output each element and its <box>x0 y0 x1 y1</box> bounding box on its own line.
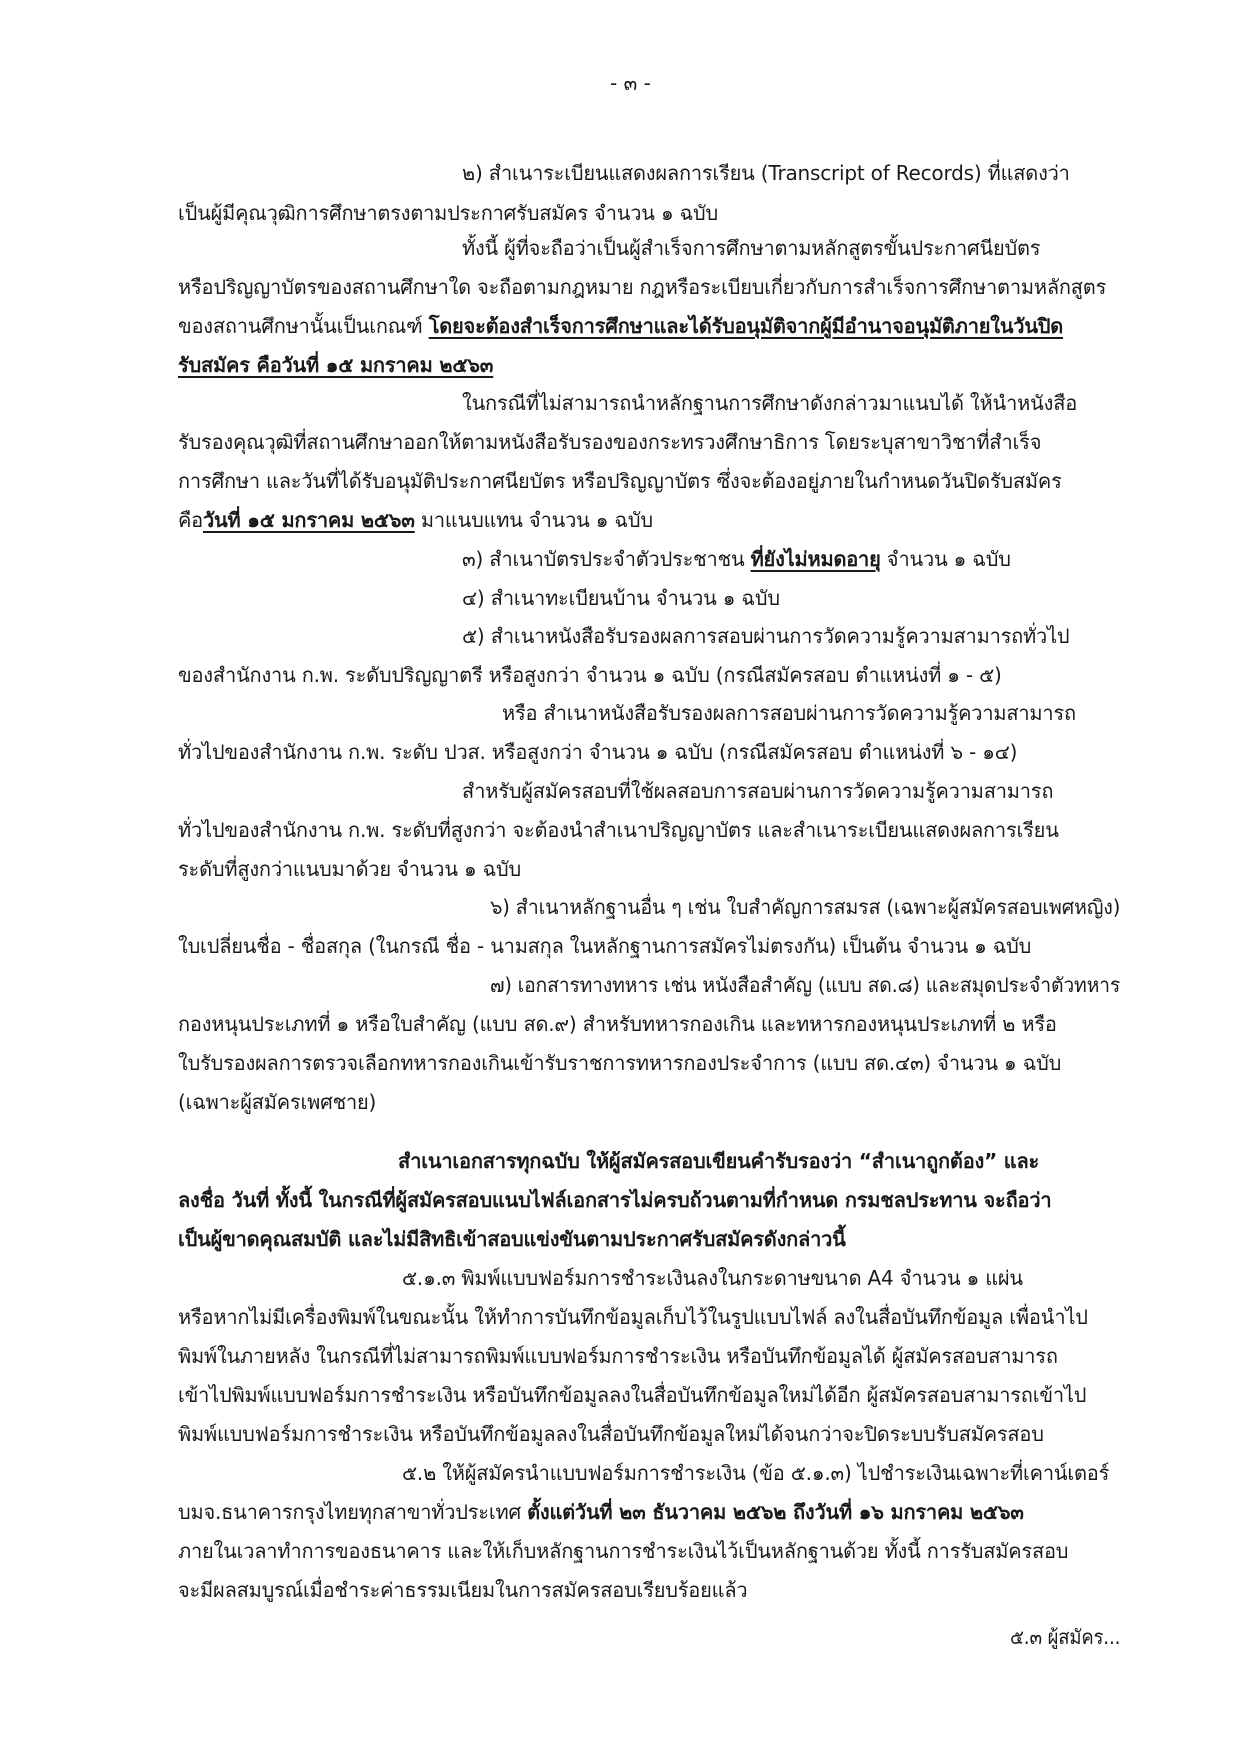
section-5-1-3-line-2: หรือหากไม่มีเครื่องพิมพ์ในขณะนั้น ให้ทำการบันทึกข้อมูลเก็บไว้ในรูปแบบไฟล์ ลงในสื่อบันทึกข้อมูล เพื่อนำไป <box>178 1305 1088 1329</box>
section-5-2-dates: ตั้งแต่วันที่ ๒๓ ธันวาคม ๒๕๖๒ ถึงวันที่ ๑๖ มกราคม ๒๕๖๓ <box>527 1500 1024 1524</box>
higher-level-line-2: ทั่วไปของสำนักงาน ก.พ. ระดับที่สูงกว่า จะต้องนำสำเนาปริญญาบัตร และสำเนาระเบียนแสดงผลการเรียน <box>178 818 1059 842</box>
section-5-1-3-line-1: ๕.๑.๓ พิมพ์แบบฟอร์มการชำระเงินลงในกระดาษขนาด A4 จำนวน ๑ แผ่น <box>402 1266 1023 1290</box>
alt-evidence-date: วันที่ ๑๕ มกราคม ๒๕๖๓ <box>203 508 415 532</box>
item-7-line-1: ๗) เอกสารทางทหาร เช่น หนังสือสำคัญ (แบบ สด.๘) และสมุดประจำตัวทหาร <box>490 973 1121 997</box>
note-line-2: หรือปริญญาบัตรของสถานศึกษาใด จะถือตามกฎหมาย กฎหรือระเบียบเกี่ยวกับการสำเร็จการศึกษาตามหลักสูตร <box>178 275 1107 299</box>
certify-line-1: สำเนาเอกสารทุกฉบับ ให้ผู้สมัครสอบเขียนคำรับรองว่า “สำเนาถูกต้อง” และ <box>398 1149 1040 1173</box>
higher-level-line-3: ระดับที่สูงกว่าแนบมาด้วย จำนวน ๑ ฉบับ <box>178 857 522 881</box>
alt-evidence-line-2: รับรองคุณวุฒิที่สถานศึกษาออกให้ตามหนังสือรับรองของกระทรวงศึกษาธิการ โดยระบุสาขาวิชาที่สำเร็จ <box>178 430 1042 454</box>
note-text: ของสถานศึกษานั้นเป็นเกณฑ์ <box>178 314 429 338</box>
item-7-line-2: กองหนุนประเภทที่ ๑ หรือใบสำคัญ (แบบ สด.๙) สำหรับทหารกองเกิน และทหารกองหนุนประเภทที่ ๒ หรือ <box>178 1012 1057 1036</box>
alt-evidence-prefix: คือ <box>178 508 203 532</box>
item-5-alt-line-1: หรือ สำเนาหนังสือรับรองผลการสอบผ่านการวัดความรู้ความสามารถ <box>502 701 1076 725</box>
alt-evidence-line-4 <box>178 505 653 535</box>
item-6-line-2: ใบเปลี่ยนชื่อ - ชื่อสกุล (ในกรณี ชื่อ - นามสกุล ในหลักฐานการสมัครไม่ตรงกัน) เป็นต้น จำนวน ๑ ฉบับ <box>178 934 1032 958</box>
alt-evidence-line-1: ในกรณีที่ไม่สามารถนำหลักฐานการศึกษาดังกล่าวมาแนบได้ ให้นำหนังสือ <box>462 391 1078 415</box>
note-line-1: ทั้งนี้ ผู้ที่จะถือว่าเป็นผู้สำเร็จการศึกษาตามหลักสูตรขั้นประกาศนียบัตร <box>462 236 1041 260</box>
section-5-2-line-4: จะมีผลสมบูรณ์เมื่อชำระค่าธรรมเนียมในการสมัครสอบเรียบร้อยแล้ว <box>178 1578 748 1602</box>
section-5-2-text: บมจ.ธนาคารกรุงไทยทุกสาขาทั่วประเทศ <box>178 1500 528 1524</box>
higher-level-line-1: สำหรับผู้สมัครสอบที่ใช้ผลสอบการสอบผ่านการวัดความรู้ความสามารถ <box>462 779 1054 803</box>
item-5-line-2: ของสำนักงาน ก.พ. ระดับปริญญาตรี หรือสูงกว่า จำนวน ๑ ฉบับ (กรณีสมัครสอบ ตำแหน่งที่ ๑ - ๕) <box>178 663 1002 687</box>
item-7-line-3: ใบรับรองผลการตรวจเลือกทหารกองเกินเข้ารับราชการทหารกองประจำการ (แบบ สด.๔๓) จำนวน ๑ ฉบับ <box>178 1051 1062 1075</box>
note-emphasis: โดยจะต้องสำเร็จการศึกษาและได้รับอนุมัติจากผู้มีอำนาจอนุมัติภายในวันปิด <box>428 314 1064 338</box>
item-7-line-4: (เฉพาะผู้สมัครเพศชาย) <box>178 1090 377 1114</box>
note-line-3 <box>178 311 1063 341</box>
section-5-2-line-3: ภายในเวลาทำการของธนาคาร และให้เก็บหลักฐานการชำระเงินไว้เป็นหลักฐานด้วย ทั้งนี้ การรับสมัครสอบ <box>178 1539 1069 1563</box>
section-5-2-line-1: ๕.๒ ให้ผู้สมัครนำแบบฟอร์มการชำระเงิน (ข้อ ๕.๑.๓) ไปชำระเงินเฉพาะที่เคาน์เตอร์ <box>402 1461 1110 1485</box>
item-4: ๔) สำเนาทะเบียนบ้าน จำนวน ๑ ฉบับ <box>462 586 780 610</box>
note-deadline: รับสมัคร คือวันที่ ๑๕ มกราคม ๒๕๖๓ <box>178 353 494 377</box>
item-2-line-1: ๒) สำเนาระเบียนแสดงผลการเรียน (Transcript of Records) ที่แสดงว่า <box>462 161 1070 185</box>
section-5-1-3-line-3: พิมพ์ในภายหลัง ในกรณีที่ไม่สามารถพิมพ์แบบฟอร์มการชำระเงิน หรือบันทึกข้อมูลได้ ผู้สมัครสอบสามารถ <box>178 1344 1058 1368</box>
page-number: - ๓ - <box>610 71 651 95</box>
item-3-text: ๓) สำเนาบัตรประจำตัวประชาชน <box>462 547 751 571</box>
item-6-line-1: ๖) สำเนาหลักฐานอื่น ๆ เช่น ใบสำคัญการสมรส (เฉพาะผู้สมัครสอบเพศหญิง) <box>490 895 1121 919</box>
continuation-marker: ๕.๓ ผู้สมัคร... <box>1010 1625 1121 1649</box>
section-5-1-3-line-4: เข้าไปพิมพ์แบบฟอร์มการชำระเงิน หรือบันทึกข้อมูลลงในสื่อบันทึกข้อมูลใหม่ได้อีก ผู้สมัครสอบสามารถเข้าไป <box>178 1383 1087 1407</box>
alt-evidence-suffix: มาแนบแทน จำนวน ๑ ฉบับ <box>414 508 653 532</box>
section-5-2-line-2 <box>178 1497 1024 1527</box>
certify-line-3: เป็นผู้ขาดคุณสมบัติ และไม่มีสิทธิเข้าสอบแข่งขันตามประกาศรับสมัครดังกล่าวนี้ <box>178 1227 846 1251</box>
certify-line-2: ลงชื่อ วันที่ ทั้งนี้ ในกรณีที่ผู้สมัครสอบแนบไฟล์เอกสารไม่ครบถ้วนตามที่กำหนด กรมชลประทาน จะถือว่า <box>178 1188 1052 1212</box>
item-2-line-2: เป็นผู้มีคุณวุฒิการศึกษาตรงตามประกาศรับสมัคร จำนวน ๑ ฉบับ <box>178 201 719 225</box>
item-3-suffix: จำนวน ๑ ฉบับ <box>880 547 1011 571</box>
item-5-alt-line-2: ทั่วไปของสำนักงาน ก.พ. ระดับ ปวส. หรือสูงกว่า จำนวน ๑ ฉบับ (กรณีสมัครสอบ ตำแหน่งที่ ๖ - ๑๔) <box>178 740 1018 764</box>
item-3 <box>462 544 1011 574</box>
item-5-line-1: ๕) สำเนาหนังสือรับรองผลการสอบผ่านการวัดความรู้ความสามารถทั่วไป <box>462 624 1070 648</box>
section-5-1-3-line-5: พิมพ์แบบฟอร์มการชำระเงิน หรือบันทึกข้อมูลลงในสื่อบันทึกข้อมูลใหม่ได้จนกว่าจะปิดระบบรับสมัครสอบ <box>178 1422 1044 1446</box>
item-3-emphasis: ที่ยังไม่หมดอายุ <box>750 547 881 571</box>
alt-evidence-line-3: การศึกษา และวันที่ได้รับอนุมัติประกาศนียบัตร หรือปริญญาบัตร ซึ่งจะต้องอยู่ภายในกำหนดวันปิดรับสมัคร <box>178 469 1062 493</box>
